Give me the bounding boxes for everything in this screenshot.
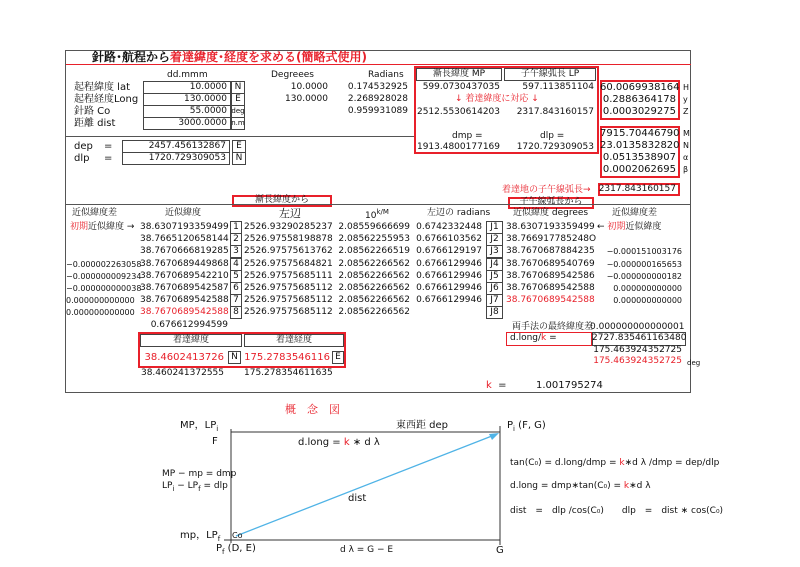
dlp-value: 1720.729309053 bbox=[148, 153, 226, 163]
row-j: J6 bbox=[490, 283, 499, 293]
arrival-lp-label: 着達地の子午線弧長→ bbox=[502, 185, 591, 195]
dlp-mid-value: 1720.729309053 bbox=[516, 142, 594, 152]
input-radians: 2.268928028 bbox=[347, 94, 408, 104]
const-value: 0.2886364178 bbox=[602, 94, 676, 105]
row-diff-right: −0.000000000182 bbox=[606, 272, 682, 281]
final-long-header: 着達経度 bbox=[275, 335, 312, 345]
header-radians: Radians bbox=[368, 70, 404, 80]
diagram-lp-eq: $LP_i - LP_f$ = dlp bbox=[162, 481, 228, 493]
row-pow: 2.08559666699 bbox=[338, 222, 410, 232]
row-right-lat: 38.6307193359499 bbox=[506, 222, 595, 232]
dlp-unit: N bbox=[235, 153, 243, 163]
row-num: 7 bbox=[233, 295, 239, 305]
arrow-note: ↓ 着達緯度に対応 ↓ bbox=[455, 94, 539, 104]
diagram-pf-label: $P_f$ (D, E) bbox=[216, 543, 256, 556]
row-pow: 2.08562266562 bbox=[338, 283, 410, 293]
row-diff-left: −0.000000009234 bbox=[66, 272, 142, 281]
final-lat-value: 38.4602413726 bbox=[144, 352, 224, 363]
lp-header: 子午線弧長 LP bbox=[520, 69, 580, 79]
diagram-F: F bbox=[212, 436, 218, 447]
dlong-v3: 175.463924352725 bbox=[593, 356, 682, 366]
const-tag: β bbox=[683, 165, 689, 174]
input-degrees: 130.0000 bbox=[285, 94, 328, 104]
final-diff-value: 0.000000000000001 bbox=[590, 322, 685, 332]
row-left-side: 2526.97575685112 bbox=[244, 295, 333, 305]
dep-unit: E bbox=[236, 141, 242, 151]
final-lat2: 38.460241372555 bbox=[140, 368, 224, 378]
col-diff-right: 近似緯度差 bbox=[612, 208, 658, 218]
row-right-lat: 38.7670689542588 bbox=[506, 283, 595, 293]
row-approx-lat: 38.6307193359499 bbox=[140, 222, 229, 232]
dlp-mid-label: dlp = bbox=[540, 131, 565, 141]
row-left-side: 2526.97575613762 bbox=[244, 246, 333, 256]
row-right-lat: 38.7670687884235 bbox=[506, 246, 595, 256]
input-label: 針路 Co bbox=[74, 106, 111, 117]
input-label: 起程緯度 lat bbox=[74, 82, 131, 93]
const-value: 0.0513538907 bbox=[602, 152, 676, 163]
below-rows-value: 0.676612994599 bbox=[150, 320, 228, 330]
diagram-eq2: d.long = dmp∗tan(C₀) = k∗d λ bbox=[510, 481, 651, 491]
dep-value: 2457.456132867 bbox=[148, 141, 226, 151]
final-long2: 175.278354611635 bbox=[244, 368, 333, 378]
const-tag: N bbox=[683, 141, 689, 150]
row-left-side: 2526.97575685112 bbox=[244, 283, 333, 293]
diagram-mp-label: MP，$LP_i$ bbox=[180, 420, 219, 433]
const-value: 0.0003029275 bbox=[602, 106, 676, 117]
input-label: 起程経度Long bbox=[74, 94, 139, 105]
col-approx-deg: 近似緯度 degrees bbox=[513, 208, 589, 218]
row-left-rad: 0.6766103562 bbox=[416, 234, 482, 244]
lp-value2: 2317.843160157 bbox=[516, 107, 594, 117]
const-tag: y bbox=[683, 95, 688, 104]
row-approx-lat: 38.7670666819285 bbox=[140, 246, 229, 256]
diagram-G: G bbox=[496, 545, 504, 556]
mid-header: 漸長緯度から bbox=[254, 195, 309, 205]
dlong-unit: deg bbox=[687, 359, 701, 367]
row-diff-left: 0.000000000000 bbox=[66, 308, 135, 317]
row-diff-right: 0.000000000000 bbox=[613, 284, 682, 293]
dlong-value: 2727.835461163480 bbox=[592, 333, 687, 343]
const-value: 7915.70446790 bbox=[600, 128, 680, 139]
row-diff-right: −0.000151003176 bbox=[606, 247, 682, 256]
row-left-side: 2526.97558198878 bbox=[244, 234, 333, 244]
row-left-side: 2526.97575685112 bbox=[244, 307, 333, 317]
const-value: 60.0069938164 bbox=[600, 82, 680, 93]
header-degrees: Degreees bbox=[271, 70, 314, 80]
const-tag: α bbox=[683, 153, 689, 162]
row-diff-left: −0.000002263058 bbox=[66, 260, 142, 269]
row-num: 6 bbox=[233, 283, 239, 293]
row-pow: 2.08562255953 bbox=[338, 234, 410, 244]
dlong-v2: 175.463924352725 bbox=[593, 345, 682, 355]
diagram-dl: d λ = G − E bbox=[340, 545, 394, 555]
row-num: 5 bbox=[233, 271, 239, 281]
row-left-rad: 0.6766129946 bbox=[416, 283, 482, 293]
input-unit: n.m bbox=[231, 119, 245, 127]
row-pow: 2.08562266562 bbox=[338, 295, 410, 305]
input-unit: N bbox=[234, 82, 242, 92]
input-unit: deg bbox=[231, 107, 245, 115]
row-num: 1 bbox=[233, 222, 239, 232]
row-j: J4 bbox=[490, 259, 499, 269]
k-value: 1.001795274 bbox=[536, 380, 603, 391]
initial-left: 初期近似緯度 → bbox=[70, 222, 135, 232]
row-approx-lat: 38.7670689449868 bbox=[140, 259, 229, 269]
row-left-rad: 0.6742332448 bbox=[416, 222, 482, 232]
input-value[interactable]: 55.0000 bbox=[189, 106, 227, 116]
lp-value: 597.113851104 bbox=[522, 82, 594, 92]
row-j: J7 bbox=[490, 295, 499, 305]
final-long-unit: E bbox=[335, 352, 341, 362]
row-num: 4 bbox=[233, 259, 239, 269]
row-left-rad: 0.6766129197 bbox=[416, 246, 482, 256]
col-diff-left: 近似緯度差 bbox=[72, 208, 118, 218]
row-approx-lat: 38.7670689542587 bbox=[140, 283, 229, 293]
input-degrees: 10.0000 bbox=[290, 82, 328, 92]
header-ddmmm: dd.mmm bbox=[167, 70, 208, 80]
row-right-lat: 38.7670689542586 bbox=[506, 271, 595, 281]
row-diff-right: −0.000000165653 bbox=[606, 260, 682, 269]
final-lat-header: 着達緯度 bbox=[172, 335, 209, 345]
row-num: 8 bbox=[233, 307, 239, 317]
diagram-co: Co bbox=[232, 531, 243, 540]
row-left-rad: 0.6766129946 bbox=[416, 271, 482, 281]
col-approx-left: 近似緯度 bbox=[165, 208, 202, 218]
row-j: J1 bbox=[490, 222, 499, 232]
row-left-side: 2526.97575684821 bbox=[244, 259, 333, 269]
row-left-rad: 0.6766129946 bbox=[416, 295, 482, 305]
row-pow: 2.08562266562 bbox=[338, 259, 410, 269]
page-title: 針路･航程から着達緯度･経度を求める(簡略式使用) bbox=[92, 50, 368, 64]
initial-right: ← 初期近似緯度 bbox=[597, 222, 662, 232]
row-pow: 2.08562266562 bbox=[338, 307, 410, 317]
row-approx-lat: 38.7670689542210 bbox=[140, 271, 229, 281]
course-arrowhead bbox=[489, 433, 499, 440]
dlp-label: dlp bbox=[74, 153, 90, 164]
input-unit: E bbox=[235, 94, 241, 104]
mp-value2: 2512.5530614203 bbox=[416, 107, 500, 117]
final-lat-unit: N bbox=[231, 352, 238, 362]
row-j: J2 bbox=[490, 234, 499, 244]
final-long-value: 175.2783546116 bbox=[244, 352, 330, 363]
row-j: J5 bbox=[490, 271, 499, 281]
row-right-lat: 38.7670689542588 bbox=[506, 295, 595, 305]
dep-eq: = bbox=[104, 141, 113, 152]
const-tag: H bbox=[683, 83, 690, 92]
input-radians: 0.959931089 bbox=[347, 106, 408, 116]
row-pow: 2.08562266519 bbox=[338, 246, 410, 256]
const-tag: Z bbox=[683, 107, 689, 116]
input-value[interactable]: 10.0000 bbox=[189, 82, 227, 92]
const-value: 0.0002062695 bbox=[602, 164, 676, 175]
diagram-dlong: d.long = k ∗ d λ bbox=[298, 437, 380, 448]
diagram-pi-label: $P_i$ (F, G) bbox=[507, 420, 546, 433]
diagram-eq3: dist = dlp /cos(C₀) dlp = dist ∗ cos(C₀) bbox=[510, 506, 724, 516]
dlp-eq: = bbox=[104, 153, 113, 164]
mp-value: 599.0730437035 bbox=[422, 82, 500, 92]
dmp-value: 1913.4800177169 bbox=[416, 142, 500, 152]
right-header: 子午線弧長から bbox=[519, 197, 583, 207]
dlong-label: d.long/k = bbox=[510, 333, 557, 343]
const-value: 23.0135832820 bbox=[600, 140, 680, 151]
diagram-mp-eq: MP − mp = dmp bbox=[162, 469, 237, 479]
row-j: J8 bbox=[490, 307, 499, 317]
col-pow: $10^{k/M}$ bbox=[365, 208, 389, 221]
row-j: J3 bbox=[490, 246, 499, 256]
row-left-side: 2526.97575685111 bbox=[244, 271, 333, 281]
k-row: k = bbox=[486, 380, 507, 391]
col-left-side: 左辺 bbox=[279, 207, 301, 220]
diagram-dep-label: 東西距 dep bbox=[396, 420, 449, 431]
row-pow: 2.08562266562 bbox=[338, 271, 410, 281]
row-approx-lat: 38.7670689542588 bbox=[140, 307, 229, 317]
input-value[interactable]: 3000.0000 bbox=[178, 118, 227, 128]
diagram-mp-bottom: mp，$LP_f$ bbox=[180, 530, 221, 543]
mp-header: 漸長緯度 MP bbox=[432, 69, 486, 79]
row-approx-lat: 38.7665120658144 bbox=[140, 234, 229, 244]
arrival-lp-value: 2317.843160157 bbox=[598, 184, 676, 194]
dep-label: dep bbox=[74, 141, 93, 152]
row-right-lat: 38.766917785248O bbox=[506, 234, 597, 244]
row-diff-right: 0.000000000000 bbox=[613, 296, 682, 305]
row-left-rad: 0.6766129946 bbox=[416, 259, 482, 269]
diagram-dist: dist bbox=[348, 493, 367, 504]
row-num: 3 bbox=[233, 246, 239, 256]
const-tag: M bbox=[683, 129, 690, 138]
input-value[interactable]: 130.0000 bbox=[184, 94, 227, 104]
row-diff-left: −0.000000000038 bbox=[66, 284, 142, 293]
row-num: 2 bbox=[233, 234, 239, 244]
input-radians: 0.174532925 bbox=[347, 82, 408, 92]
col-left-rad: 左辺の radians bbox=[427, 208, 491, 218]
row-diff-left: 0.000000000000 bbox=[66, 296, 135, 305]
row-right-lat: 38.7670689540769 bbox=[506, 259, 595, 269]
course-line bbox=[236, 434, 497, 536]
input-label: 距離 dist bbox=[74, 118, 116, 129]
row-approx-lat: 38.7670689542588 bbox=[140, 295, 229, 305]
final-diff-label: 両手法の最終緯度差 bbox=[512, 322, 594, 332]
diagram-title: 概 念 図 bbox=[285, 403, 340, 416]
row-left-side: 2526.93290285237 bbox=[244, 222, 333, 232]
dmp-label: dmp = bbox=[452, 131, 483, 141]
diagram-eq1: tan(C₀) = d.long/dmp = k∗d λ /dmp = dep/dlp bbox=[510, 458, 720, 468]
